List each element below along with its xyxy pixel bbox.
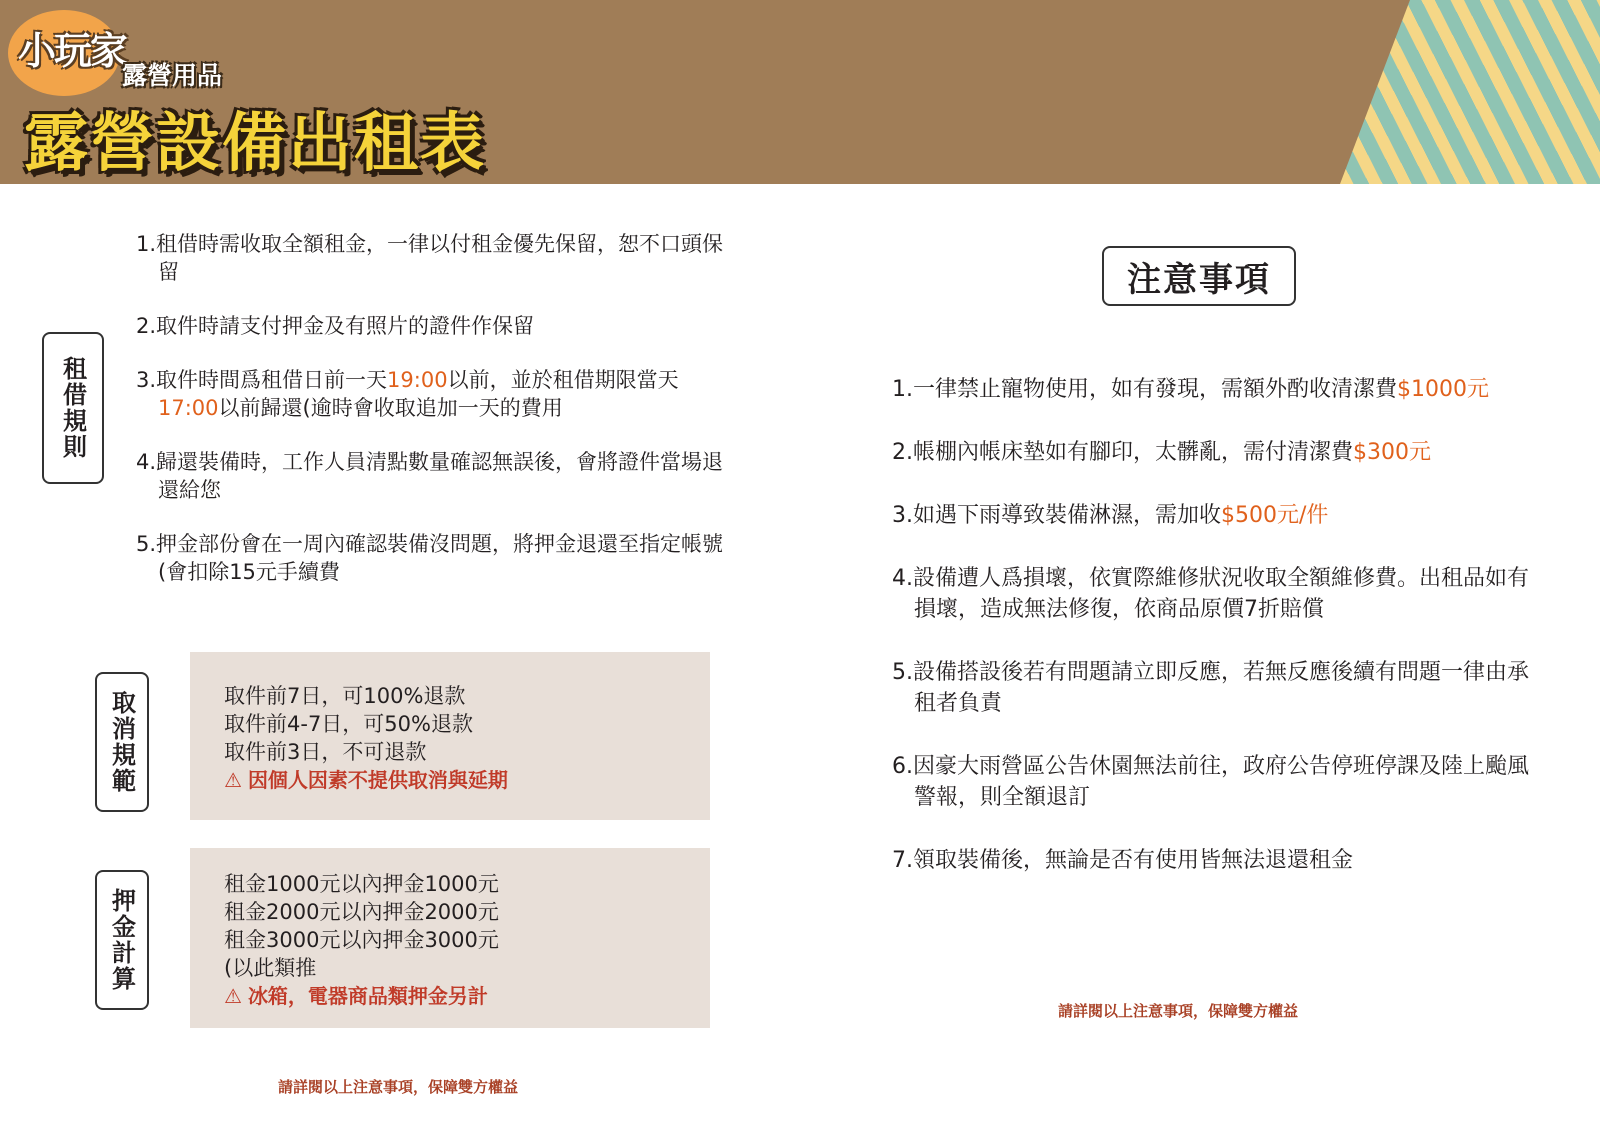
deposit-label: 押金計算 [95, 870, 149, 1010]
rule-item: 1.租借時需收取全額租金，一律以付租金優先保留，恕不口頭保留 [136, 232, 724, 284]
footer-note-left: 請詳閱以上注意事項，保障雙方權益 [278, 1078, 519, 1096]
deposit-line: 租金3000元以內押金3000元 [224, 928, 499, 952]
notice-price: $500元/件 [1221, 503, 1329, 528]
warning-icon: ⚠ [224, 984, 242, 1008]
notice-item: 7.領取裝備後，無論是否有使用皆無法退還租金 [892, 848, 1353, 873]
cancellation-box [190, 652, 710, 820]
return-time: 17:00 [158, 396, 219, 420]
rule-item: 2.取件時請支付押金及有照片的證件作保留 [136, 314, 535, 338]
deposit-box [190, 848, 710, 1028]
rule-item: 4.歸還裝備時，工作人員清點數量確認無誤後，會將證件當場退還給您 [136, 450, 724, 502]
logo-text: 小玩家 [18, 29, 127, 73]
notices-title: 注意事項 [1102, 246, 1296, 306]
cancellation-line: 取件前4-7日，可50%退款 [224, 712, 473, 736]
decorative-stripes [1340, 0, 1600, 184]
cancellation-line: 取件前7日，可100%退款 [224, 684, 466, 708]
rule-item: 5.押金部份會在一周內確認裝備沒問題，將押金退還至指定帳號(會扣除15元手續費 [136, 532, 724, 584]
page-title: 露營設備出租表 [24, 107, 486, 181]
notice-item: 6.因豪大雨營區公告休園無法前往，政府公告停班停課及陸上颱風警報，則全額退訂 [892, 754, 1529, 810]
rule-item: 3.取件時間爲租借日前一天19:00以前，並於租借期限當天17:00以前歸還(逾時會收取追加一天的費用 [136, 368, 679, 420]
cancellation-warning: ⚠ 因個人因素不提供取消與延期 [224, 768, 508, 792]
deposit-warning: ⚠ 冰箱，電器商品類押金另計 [224, 984, 488, 1008]
pickup-time: 19:00 [387, 368, 448, 392]
notice-item: 1.一律禁止寵物使用，如有發現，需額外酌收清潔費$1000元 [892, 377, 1489, 402]
notice-item: 4.設備遭人爲損壞，依實際維修狀況收取全額維修費。出租品如有損壞，造成無法修復，依商品原價7折賠償 [892, 566, 1529, 622]
deposit-line: 租金1000元以內押金1000元 [224, 872, 499, 896]
notice-item: 2.帳棚內帳床墊如有腳印，太髒亂，需付清潔費$300元 [892, 440, 1431, 465]
footer-note-right: 請詳閱以上注意事項，保障雙方權益 [1058, 1002, 1299, 1020]
notice-price: $300元 [1353, 440, 1431, 465]
cancellation-label: 取消規範 [95, 672, 149, 812]
warning-icon: ⚠ [224, 768, 242, 792]
notice-item: 3.如遇下雨導致裝備淋濕，需加收$500元/件 [892, 503, 1329, 528]
deposit-line: (以此類推 [224, 956, 317, 980]
notice-price: $1000元 [1397, 377, 1489, 402]
rental-rules-label: 租借規則 [42, 332, 104, 484]
notice-item: 5.設備搭設後若有問題請立即反應，若無反應後續有問題一律由承租者負責 [892, 660, 1529, 716]
logo-subtitle: 露營用品 [122, 61, 223, 90]
deposit-line: 租金2000元以內押金2000元 [224, 900, 499, 924]
cancellation-line: 取件前3日，不可退款 [224, 740, 427, 764]
notices-list [892, 374, 1532, 876]
rental-rules-list [136, 230, 726, 612]
header-banner [0, 0, 1600, 184]
